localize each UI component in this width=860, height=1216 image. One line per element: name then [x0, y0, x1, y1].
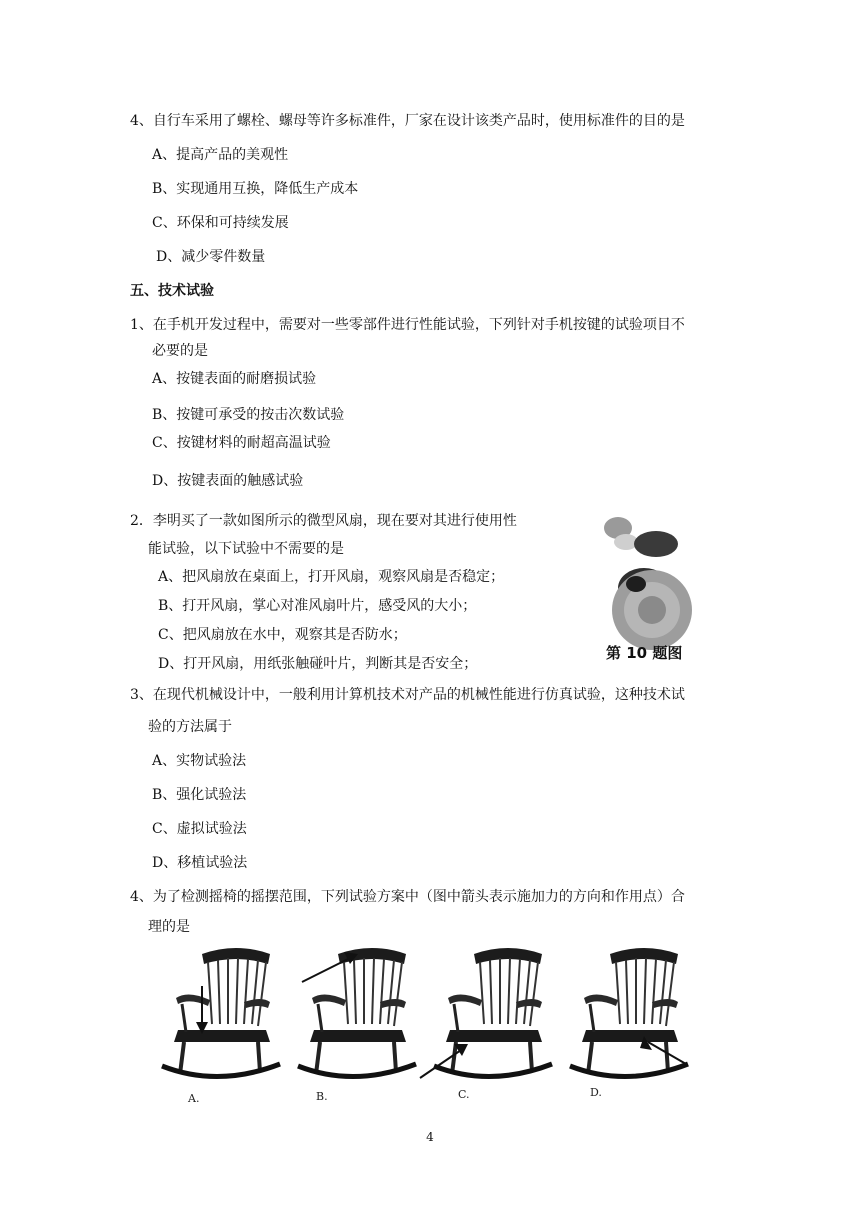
option-b: B、实现通用互换，降低生产成本: [152, 181, 359, 197]
option-c: C、环保和可持续发展: [152, 215, 289, 231]
question-1-stem-cont: 必要的是: [152, 343, 208, 359]
option-c: C、虚拟试验法: [152, 821, 247, 837]
option-b: B、按键可承受的按击次数试验: [152, 407, 345, 423]
option-a: A、提高产品的美观性: [152, 147, 289, 163]
rocking-chairs-figure: [158, 938, 698, 1108]
question-3-stem: 3、在现代机械设计中，一般利用计算机技术对产品的机械性能进行仿真试验，这种技术试: [130, 687, 685, 703]
option-a: A、按键表面的耐磨损试验: [152, 371, 317, 387]
option-c: C、按键材料的耐超高温试验: [152, 435, 331, 451]
figure-caption: 第 10 题图: [606, 644, 683, 662]
question-3-stem-cont: 验的方法属于: [148, 719, 232, 735]
question-4-stem: 4、自行车采用了螺栓、螺母等许多标准件，厂家在设计该类产品时，使用标准件的目的是: [130, 113, 685, 129]
option-d: D、移植试验法: [152, 855, 248, 871]
arrow-b: [302, 956, 354, 982]
question-4-stem: 4、为了检测摇椅的摇摆范围，下列试验方案中（图中箭头表示施加力的方向和作用点）合: [130, 889, 685, 905]
figure-label-d: D.: [590, 1086, 602, 1099]
question-2-stem: 2．李明买了一款如图所示的微型风扇，现在要对其进行使用性: [130, 513, 517, 529]
figure-label-b: B.: [316, 1090, 328, 1103]
figure-label-a: A.: [188, 1092, 200, 1105]
option-d: D、按键表面的触感试验: [152, 473, 304, 489]
page-number: 4: [426, 1130, 434, 1144]
option-d: D、减少零件数量: [156, 249, 266, 265]
question-2-stem-cont: 能试验，以下试验中不需要的是: [148, 541, 344, 557]
option-d: D、打开风扇，用纸张触碰叶片，判断其是否安全；: [158, 656, 478, 672]
option-b: B、打开风扇，掌心对准风扇叶片，感受风的大小；: [158, 598, 477, 614]
option-a: A、实物试验法: [152, 753, 247, 769]
option-c: C、把风扇放在水中，观察其是否防水；: [158, 627, 407, 643]
option-a: A、把风扇放在桌面上，打开风扇，观察风扇是否稳定；: [158, 569, 505, 585]
section-heading: 五、技术试验: [130, 283, 214, 299]
figure-label-c: C.: [458, 1088, 470, 1101]
option-b: B、强化试验法: [152, 787, 247, 803]
question-4-stem-cont: 理的是: [148, 919, 190, 935]
question-1-stem: 1、在手机开发过程中，需要对一些零部件进行性能试验，下列针对手机按键的试验项目不: [130, 317, 685, 333]
